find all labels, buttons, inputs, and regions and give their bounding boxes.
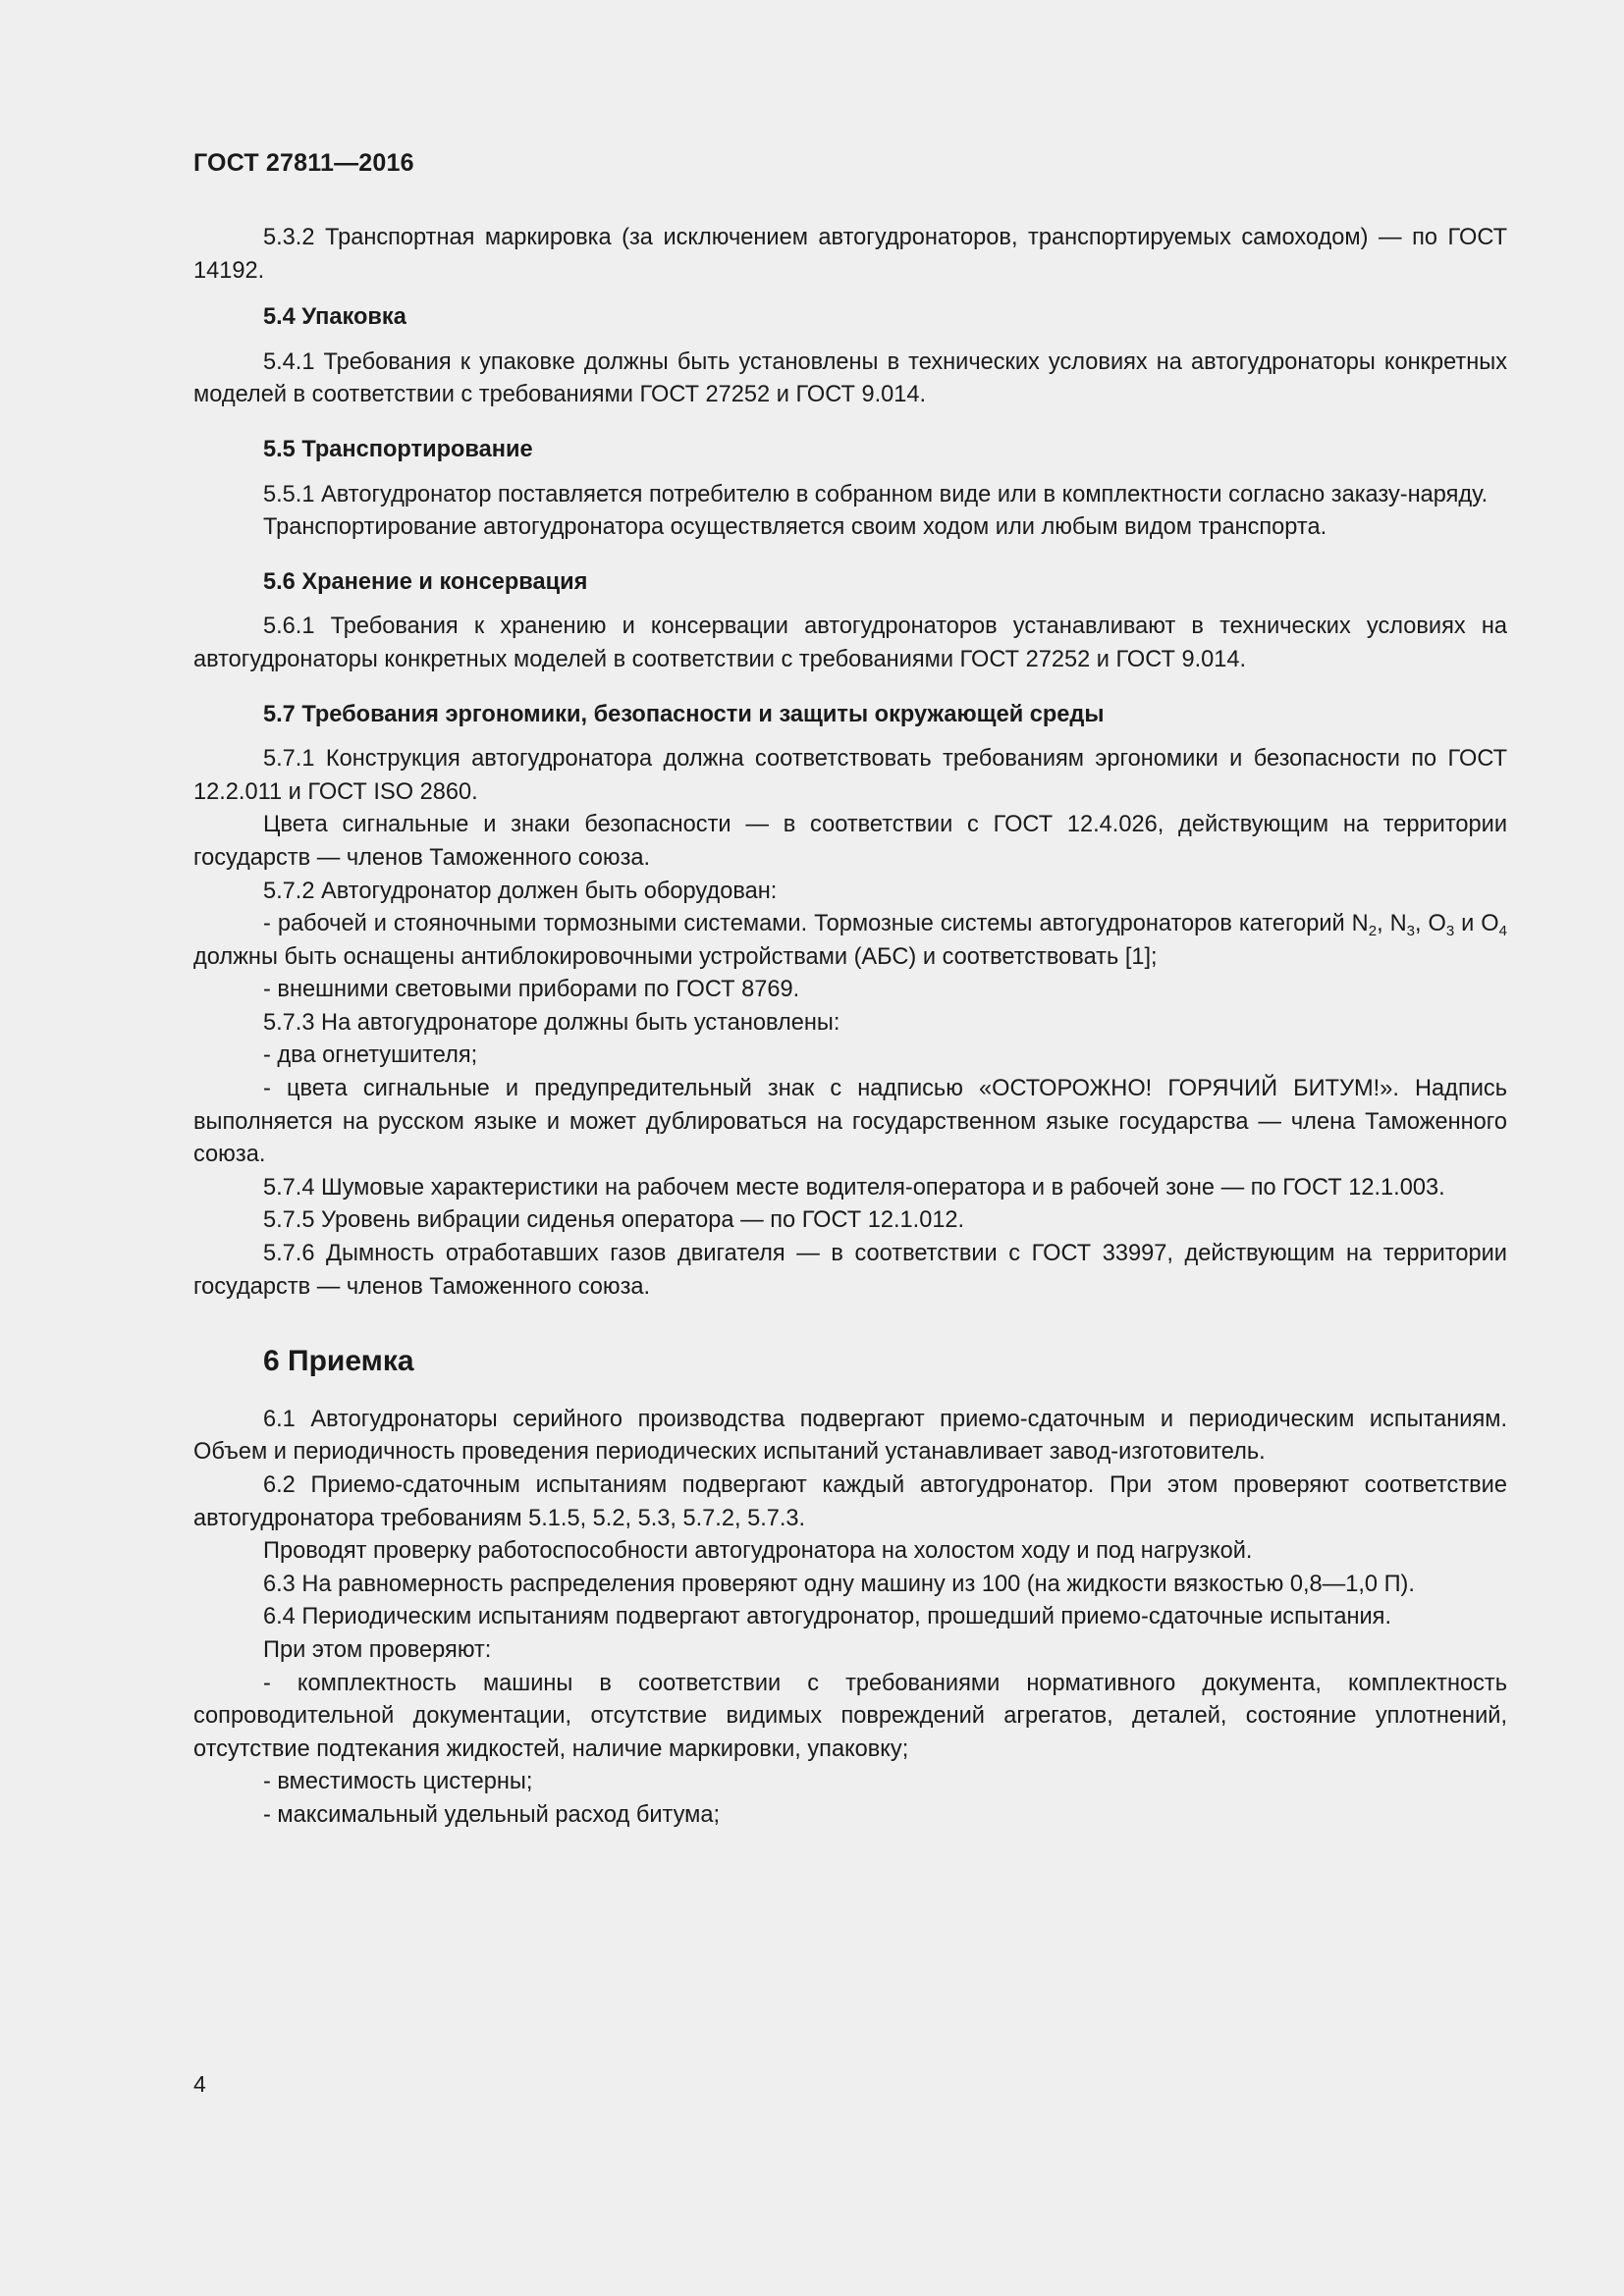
paragraph-5-7-3: 5.7.3 На автогудронаторе должны быть установлены: (263, 1009, 840, 1036)
paragraph-6-1: 6.1 Автогудронаторы серийного производства подвергают приемо-сдаточным и периодическим испытаниям. Объем и периодичность проведения периодических испытаний устанавливает завод-изготовитель. (193, 1406, 1507, 1466)
paragraph-5-4-1: 5.4.1 Требования к упаковке должны быть установлены в технических условиях на автогудронаторы конкретных моделей в соответствии с требованиями ГОСТ 27252 и ГОСТ 9.014. (193, 348, 1507, 408)
heading-5-7: 5.7 Требования эргономики, безопасности и защиты окружающей среды (263, 701, 1105, 727)
paragraph-5-7-3-item-signs: - цвета сигнальные и предупредительный знак с надписью «ОСТОРОЖНО! ГОРЯЧИЙ БИТУМ!». Надпись выполняется на русском языке и может дублироваться на государственном языке государства — члена Таможенного союза. (193, 1076, 1507, 1168)
paragraph-6-2: 6.2 Приемо-сдаточным испытаниям подвергают каждый автогудронатор. При этом проверяют соответствие автогудронатора требованиям 5.1.5, 5.2, 5.3, 5.7.2, 5.7.3. (193, 1472, 1507, 1531)
paragraph-6-4-item-bitumen-rate: - максимальный удельный расход битума; (263, 1801, 721, 1828)
document-header: ГОСТ 27811—2016 (193, 149, 414, 177)
paragraph-5-3-2: 5.3.2 Транспортная маркировка (за исключением автогудронаторов, транспортируемых самоходом) — по ГОСТ 14192. (193, 225, 1507, 284)
page-number: 4 (193, 2071, 206, 2097)
paragraph-5-7-6: 5.7.6 Дымность отработавших газов двигателя — в соответствии с ГОСТ 33997, действующим на территории государств — членов Таможенного союза. (193, 1241, 1507, 1300)
paragraph-5-7-1-continued: Цвета сигнальные и знаки безопасности — в соответствии с ГОСТ 12.4.026, действующим на территории государств — членов Таможенного союза. (193, 812, 1507, 871)
heading-5-5: 5.5 Транспортирование (263, 436, 533, 462)
heading-5-6: 5.6 Хранение и консервация (263, 568, 588, 595)
paragraph-5-7-5: 5.7.5 Уровень вибрации сиденья оператора — по ГОСТ 12.1.012. (263, 1207, 965, 1234)
paragraph-5-7-2: 5.7.2 Автогудронатор должен быть оборудован: (263, 878, 778, 904)
paragraph-5-5-1: 5.5.1 Автогудронатор поставляется потребителю в собранном виде или в комплектности согласно заказу-наряду. (263, 481, 1489, 507)
paragraph-5-7-3-item-extinguishers: - два огнетушителя; (263, 1042, 478, 1069)
paragraph-6-4-item-completeness: - комплектность машины в соответствии с требованиями нормативного документа, комплектность сопроводительной документации, отсутствие видимых повреждений агрегатов, деталей, состояние уплотнений, отсутствие подтекания жидкостей, наличие маркировки, упаковку; (193, 1670, 1507, 1762)
paragraph-6-3: 6.3 На равномерность распределения проверяют одну машину из 100 (на жидкости вязкостью 0,8—1,0 П). (263, 1571, 1415, 1597)
paragraph-6-2-continued: Проводят проверку работоспособности автогудронатора на холостом ходу и под нагрузкой. (263, 1538, 1253, 1565)
heading-5-4: 5.4 Упаковка (263, 304, 406, 331)
paragraph-5-7-1: 5.7.1 Конструкция автогудронатора должна соответствовать требованиям эргономики и безопасности по ГОСТ 12.2.011 и ГОСТ ISO 2860. (193, 746, 1507, 805)
document-body (193, 222, 1507, 1833)
paragraph-5-6-1: 5.6.1 Требования к хранению и консервации автогудронаторов устанавливают в технических условиях на автогудронаторы конкретных моделей в соответствии с требованиями ГОСТ 27252 и ГОСТ 9.014. (193, 614, 1507, 672)
section-title-6: 6 Приемка (263, 1345, 414, 1378)
paragraph-5-7-2-item-lights: - внешними световыми приборами по ГОСТ 8769. (263, 977, 800, 1003)
paragraph-5-7-2-item-brakes: - рабочей и стояночными тормозными системами. Тормозные системы автогудронаторов категорий $N_2$, $N_3$, $O_3$ и $O_4$ должны быть оснащены антиблокировочными устройствами (АБС) и соответствовать [1]; (193, 911, 1507, 970)
paragraph-6-4-intro: При этом проверяют: (263, 1636, 492, 1663)
paragraph-6-4-item-tank-capacity: - вместимость цистерны; (263, 1769, 533, 1795)
paragraph-6-4: 6.4 Периодическим испытаниям подвергают автогудронатор, прошедший приемо-сдаточные испытания. (263, 1604, 1392, 1630)
paragraph-5-7-4: 5.7.4 Шумовые характеристики на рабочем месте водителя-оператора и в рабочей зоне — по ГОСТ 12.1.003. (263, 1174, 1445, 1201)
paragraph-5-5-1-continued: Транспортирование автогудронатора осуществляется своим ходом или любым видом транспорта. (263, 514, 1327, 541)
